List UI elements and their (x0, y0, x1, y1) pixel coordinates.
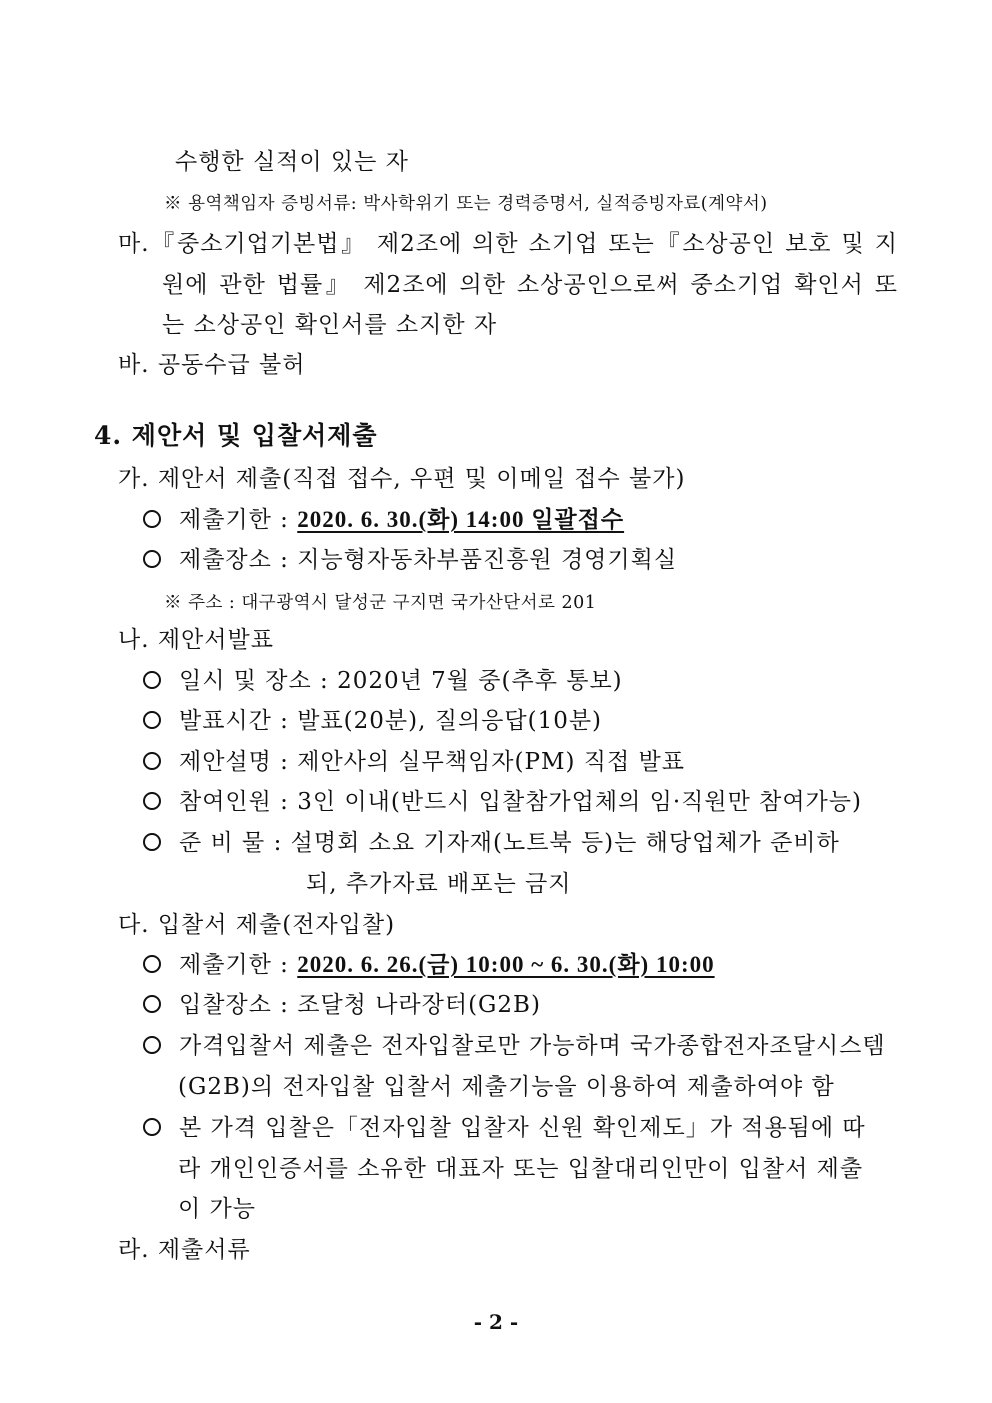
item-da: 다. 입찰서 제출(전자입찰) (118, 912, 396, 938)
section-heading: 4. 제안서 및 입찰서제출 (94, 421, 378, 450)
bullet-line (143, 787, 862, 817)
circle-bullet-icon (143, 995, 161, 1013)
deadline-value: 2020. 6. 30.(화) 14:00 일괄접수 (297, 507, 625, 532)
circle-bullet-icon (143, 711, 161, 729)
label: 제출기한 : (179, 952, 298, 978)
text-line: 원에 관한 법률』 제2조에 의한 소상공인으로써 중소기업 확인서 또 (162, 272, 898, 298)
note-line: ※ 용역책임자 증빙서류: 박사학위기 또는 경력증명서, 실적증빙자료(계약서) (164, 194, 768, 214)
bullet-line (143, 706, 602, 736)
circle-bullet-icon (143, 833, 161, 851)
text-line: 라 개인인증서를 소유한 대표자 또는 입찰대리인만이 입찰서 제출 (178, 1156, 864, 1182)
bullet-text: 일시 및 장소 : 2020년 7월 중(추후 통보) (179, 668, 623, 694)
circle-bullet-icon (143, 792, 161, 810)
bullet-text: 제출장소 : 지능형자동차부품진흥원 경영기획실 (179, 547, 678, 573)
bullet-line (143, 505, 624, 535)
bullet-text: 입찰장소 : 조달청 나라장터(G2B) (179, 992, 541, 1018)
bullet-line (143, 1031, 886, 1061)
item-ga: 가. 제안서 제출(직접 접수, 우편 및 이메일 접수 불가) (118, 466, 686, 492)
item-na: 나. 제안서발표 (118, 627, 274, 653)
bullet-text: 준 비 물 : 설명회 소요 기자재(노트북 등)는 해당업체가 준비하 (179, 830, 840, 856)
text-line: 수행한 실적이 있는 자 (175, 149, 409, 175)
bullet-text: 참여인원 : 3인 이내(반드시 입찰참가업체의 임·직원만 참여가능) (179, 789, 862, 815)
deadline-value: 2020. 6. 26.(금) 10:00 ~ 6. 30.(화) 10:00 (297, 952, 715, 977)
bullet-line (143, 990, 541, 1020)
note-line: ※ 주소 : 대구광역시 달성군 구지면 국가산단서로 201 (164, 593, 597, 613)
bullet-line (143, 747, 685, 777)
bullet-line (143, 828, 840, 858)
bullet-line (143, 950, 715, 980)
bullet-text: 발표시간 : 발표(20분), 질의응답(10분) (179, 708, 603, 734)
circle-bullet-icon (143, 671, 161, 689)
bullet-text: 본 가격 입찰은「전자입찰 입찰자 신원 확인제도」가 적용됨에 따 (179, 1115, 866, 1141)
item-ra: 라. 제출서류 (118, 1237, 251, 1263)
text-line: 되, 추가자료 배포는 금지 (306, 871, 572, 897)
circle-bullet-icon (143, 955, 161, 973)
bullet-line (143, 545, 677, 575)
text-line: 는 소상공인 확인서를 소지한 자 (162, 312, 498, 338)
bullet-line (143, 666, 623, 696)
circle-bullet-icon (143, 1036, 161, 1054)
label: 제출기한 : (179, 507, 298, 533)
item-ba: 바. 공동수급 불허 (118, 352, 306, 378)
circle-bullet-icon (143, 550, 161, 568)
bullet-text: 가격입찰서 제출은 전자입찰로만 가능하며 국가종합전자조달시스템 (179, 1033, 886, 1059)
text-line: (G2B)의 전자입찰 입찰서 제출기능을 이용하여 제출하여야 함 (178, 1074, 835, 1100)
item-ma: 마.『중소기업기본법』 제2조에 의한 소기업 또는『소상공인 보호 및 지 (118, 231, 898, 257)
circle-bullet-icon (143, 510, 161, 528)
text-line: 이 가능 (178, 1196, 256, 1222)
bullet-line (143, 1113, 866, 1143)
page-number: - 2 - (473, 1310, 519, 1334)
circle-bullet-icon (143, 1118, 161, 1136)
circle-bullet-icon (143, 752, 161, 770)
bullet-text: 제안설명 : 제안사의 실무책임자(PM) 직접 발표 (179, 749, 685, 775)
